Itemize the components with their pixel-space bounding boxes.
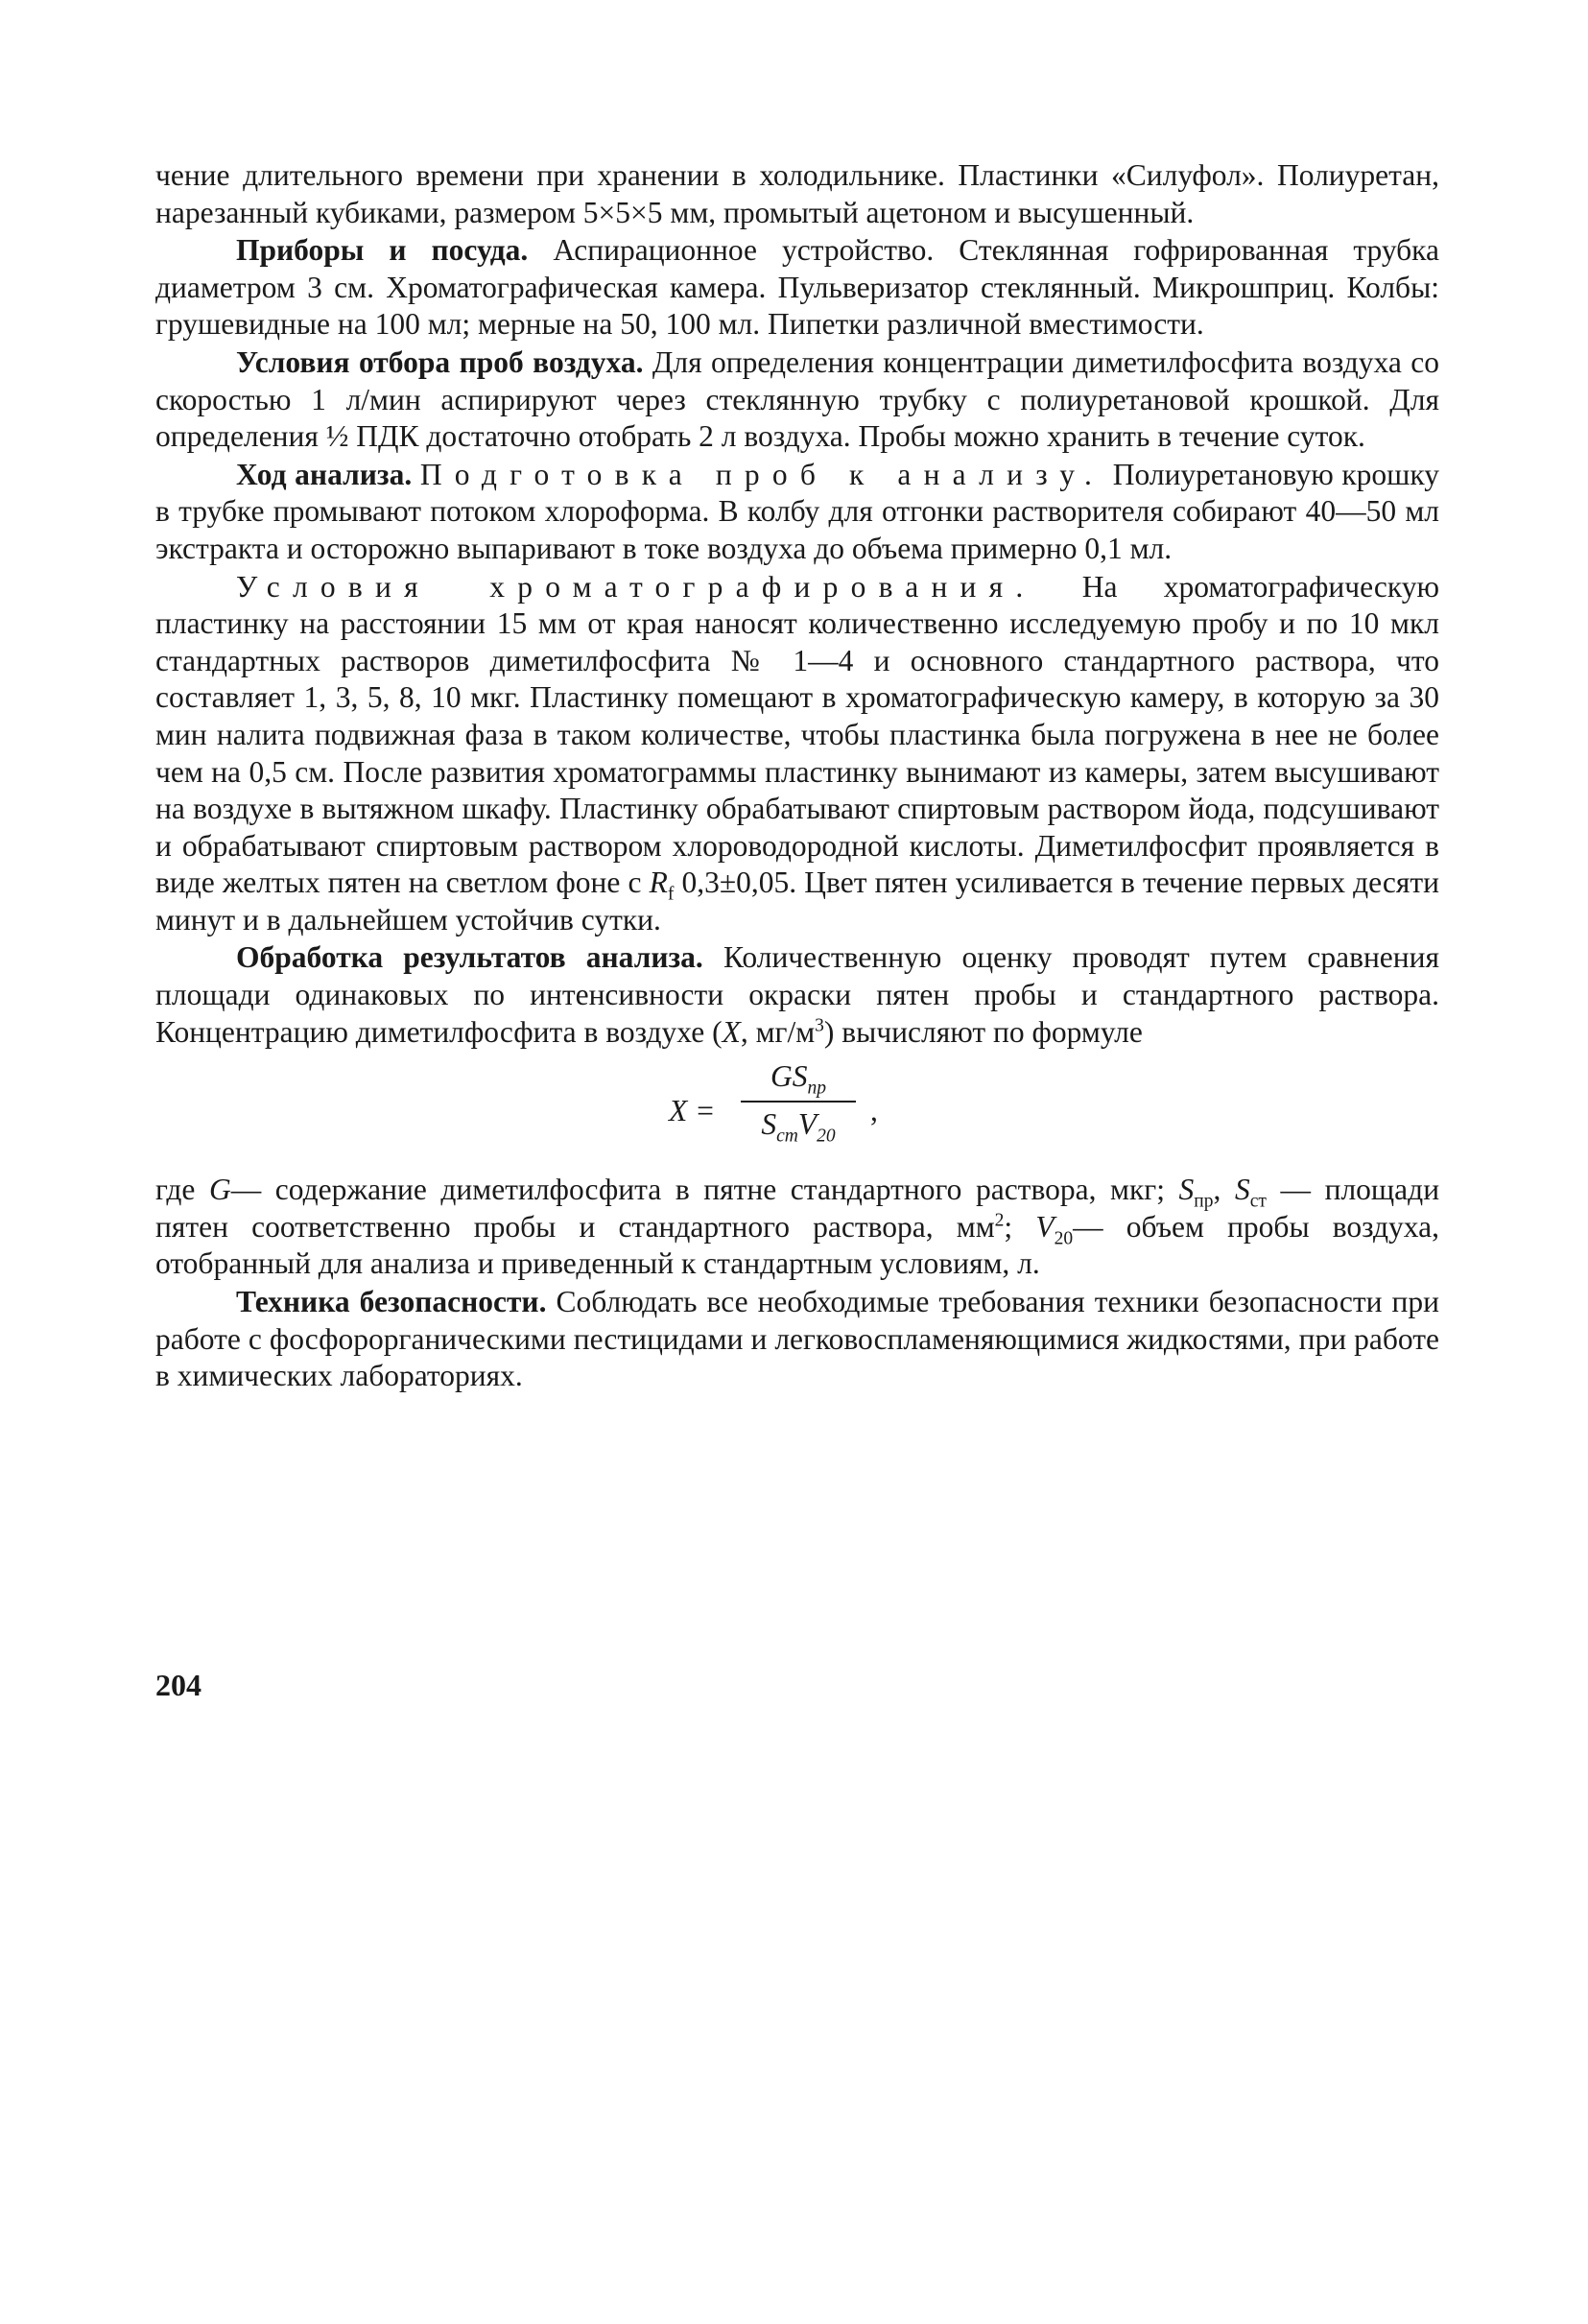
formula-numerator: [741, 1058, 856, 1097]
page-number: 204: [155, 1668, 201, 1702]
paragraph-text: 0,3±0,05. Цвет пятен усиливается в течение первых десяти минут и в дальнейшем устойчив сутки.: [155, 866, 1440, 937]
formula-den-s: S: [761, 1107, 777, 1142]
formula-num-main: GS: [770, 1059, 808, 1094]
paragraph-results: [155, 939, 1439, 1051]
paragraph-text: Полиуретановую крошку в трубке промывают потоком хлороформа. В колбу для отгонки растворителя собирают 40—50 мл экстракта и осторожно выпаривают в токе воздуха до объема примерно 0,1 мл.: [155, 457, 1440, 565]
paragraph-safety: [155, 1284, 1439, 1395]
legend-text: ,: [1213, 1173, 1221, 1207]
paragraph-text: Соблюдать все необходимые требования техники безопасности при работе с фосфорорганическими пестицидами и легковоспламеняющимися жидкостями, при работе в химических лабораториях.: [155, 1285, 1439, 1393]
paragraph-sampling: [155, 344, 1439, 456]
rf-symbol: R: [649, 866, 668, 900]
legend-var-g: G: [208, 1173, 231, 1207]
formula: [155, 1058, 1439, 1166]
paragraph-text: чение длительного времени при хранении в холодильнике. Пластинки «Силуфол». Полиуретан, нарезанный кубиками, размером 5×5×5 мм, промытый ацетоном и высушенный.: [155, 158, 1439, 229]
spaced-subheading: Подготовка проб к анализу.: [419, 457, 1105, 491]
legend-var-spr: S: [1178, 1173, 1195, 1207]
page-body: [155, 157, 1439, 1396]
section-heading: Обработка результатов анализа.: [236, 940, 703, 975]
superscript: 3: [815, 1015, 824, 1036]
paragraph-text: ) вычисляют по формуле: [823, 1014, 1143, 1049]
legend-text: где: [155, 1173, 196, 1207]
legend-sub: ст: [1249, 1191, 1267, 1212]
legend-sup: 2: [994, 1210, 1005, 1231]
formula-comma: ,: [870, 1094, 878, 1128]
paragraph-legend: [155, 1172, 1439, 1283]
paragraph-text: Аспирационное устройство. Стеклянная гофрированная трубка диаметром 3 см. Хроматографическая камера. Пульверизатор стеклянный. Микрошприц. Колбы: грушевидные на 100 мл; мерные на 50, 100 мл. Пипетки различной вместимости.: [155, 233, 1439, 342]
legend-text: — объем пробы воздуха, отобранный для анализа и приведенный к стандартным условиям, л.: [155, 1209, 1439, 1281]
legend-text: ;: [1004, 1209, 1013, 1244]
paragraph-chromatography: [155, 569, 1439, 939]
formula-den-v-sub: 20: [817, 1126, 836, 1147]
section-heading: Условия отбора проб воздуха.: [236, 344, 644, 379]
section-heading: Ход анализа.: [236, 457, 413, 491]
paragraph-analysis: [155, 457, 1439, 568]
section-heading: Техника безопасности.: [236, 1285, 547, 1319]
legend-var-v: V: [1035, 1209, 1055, 1244]
section-heading: Приборы и посуда.: [236, 233, 529, 268]
formula-num-sub: пр: [807, 1078, 826, 1099]
formula-den-v: V: [797, 1107, 818, 1142]
variable-x: X: [722, 1014, 741, 1049]
spaced-subheading: Условия хроматографирования.: [236, 569, 1036, 604]
paragraph-reagents-cont: [155, 157, 1439, 231]
legend-text: — площади пятен соответственно пробы и стандартного раствора, мм: [155, 1173, 1440, 1244]
formula-lhs: X =: [669, 1094, 716, 1128]
rf-subscript: f: [667, 884, 675, 905]
legend-var-sst: S: [1234, 1173, 1250, 1207]
legend-sub: 20: [1054, 1228, 1074, 1249]
paragraph-text: , мг/м: [740, 1014, 816, 1049]
formula-fraction: [741, 1058, 856, 1147]
paragraph-text: На хроматографическую пластинку на расстоянии 15 мм от края наносят количественно исследуемую пробу и по 10 мкл стандартных растворов диметилфосфита № 1—4 и основного стандартного раствора, что составляет 1, 3, 5, 8, 10 мкг. Пластинку помещают в хроматографическую камеру, в которую за 30 мин налита подвижная фаза в таком количестве, чтобы пластинка была погружена в нее не более чем на 0,5 см. После развития хроматограммы пластинку вынимают из камеры, затем высушивают на воздухе в вытяжном шкафу. Пластинку обрабатывают спиртовым раствором йода, подсушивают и обрабатывают спиртовым раствором хлороводородной кислоты. Диметилфосфит проявляется в виде желтых пятен на светлом фоне с: [155, 569, 1440, 900]
paragraph-text: Количественную оценку проводят путем сравнения площади одинаковых по интенсивности окраски пятен пробы и стандартного раствора. Концентрацию диметилфосфита в воздухе (: [155, 940, 1439, 1049]
legend-sub: пр: [1194, 1191, 1214, 1212]
formula-denominator: [741, 1106, 856, 1147]
legend-text: — содержание диметилфосфита в пятне стандартного раствора, мкг;: [230, 1173, 1165, 1207]
paragraph-text: Для определения концентрации диметилфосфита воздуха со скоростью 1 л/мин аспирируют через стеклянную трубку с полиуретановой крошкой. Для определения ½ ПДК достаточно отобрать 2 л воздуха. Пробы можно хранить в течение суток.: [155, 344, 1440, 454]
fraction-bar: [741, 1101, 856, 1103]
formula-den-s-sub: ст: [776, 1126, 798, 1147]
paragraph-instruments: [155, 232, 1439, 344]
